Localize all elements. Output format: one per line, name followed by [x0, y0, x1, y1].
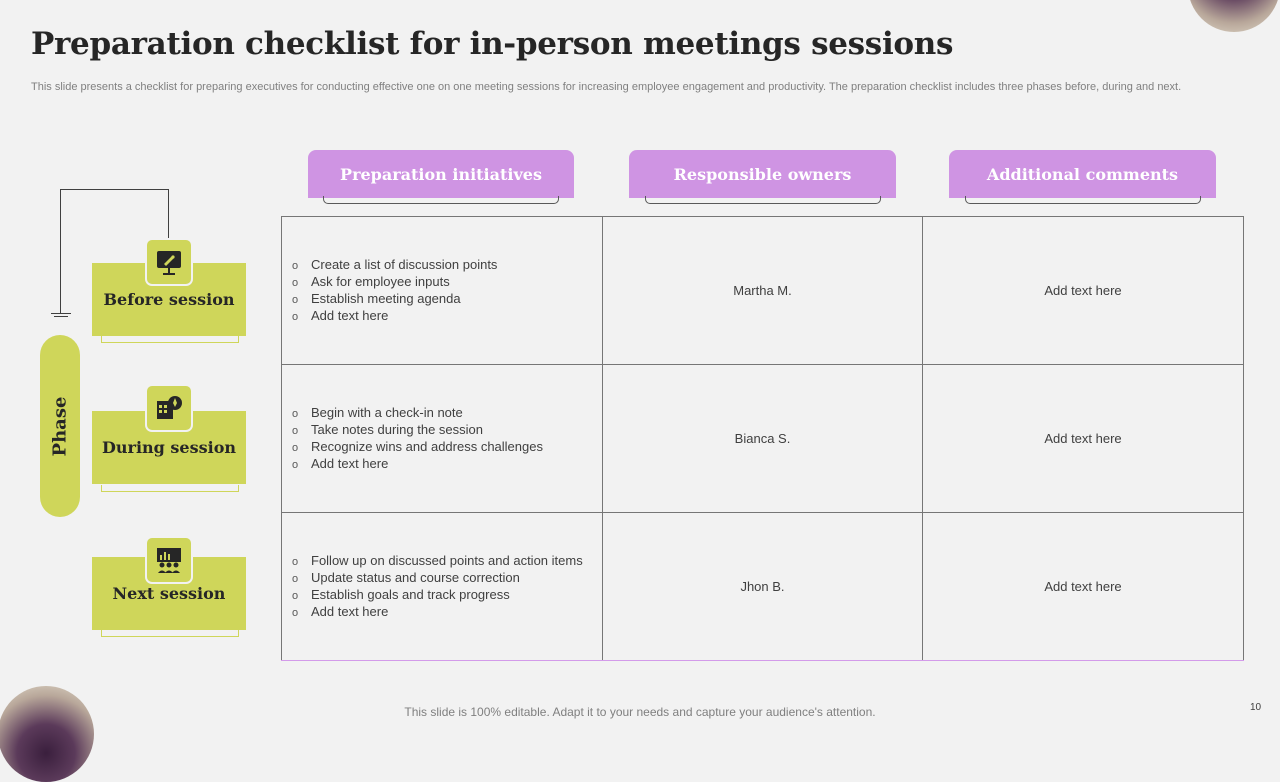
list-item	[292, 439, 601, 456]
bullet-icon: o	[292, 555, 299, 568]
owner-cell: Jhon B.	[603, 513, 923, 661]
bullet-icon: o	[292, 407, 299, 420]
footer-note: This slide is 100% editable. Adapt it to your needs and capture your audience's attention.	[404, 705, 876, 719]
table-row	[282, 217, 1244, 365]
slide-title: Preparation checklist for in-person meetings sessions	[31, 26, 954, 62]
task-list	[292, 553, 601, 621]
slide-subtitle: This slide presents a checklist for preparing executives for conducting effective one on one meeting sessions for increasing employee engagement and productivity. The preparation checklist includes three phases before, during and next.	[31, 81, 1182, 93]
bullet-icon: o	[292, 589, 299, 602]
column-header-initiatives	[308, 150, 574, 198]
column-header-label: Preparation initiatives	[340, 164, 542, 184]
tasks-cell	[282, 513, 603, 661]
task-list	[292, 257, 601, 325]
corner-decoration-top	[1188, 0, 1280, 32]
list-item	[292, 291, 601, 308]
column-header-owners	[629, 150, 896, 198]
connector-foot	[51, 313, 71, 314]
bullet-icon: o	[292, 293, 299, 306]
bullet-icon: o	[292, 259, 299, 272]
session-label: During session	[102, 438, 236, 457]
connector-line-top	[60, 189, 169, 190]
table-row	[282, 365, 1244, 513]
task-text: Add text here	[311, 603, 389, 619]
task-list	[292, 405, 601, 473]
bullet-icon: o	[292, 424, 299, 437]
connector-foot	[54, 316, 68, 317]
list-item	[292, 422, 601, 439]
bullet-icon: o	[292, 572, 299, 585]
connector-line-right	[168, 189, 169, 241]
task-text: Update status and course correction	[311, 569, 520, 585]
list-item	[292, 274, 601, 291]
column-header-base	[645, 196, 881, 204]
list-item	[292, 587, 601, 604]
checklist-table	[281, 216, 1244, 661]
bullet-icon: o	[292, 441, 299, 454]
task-text: Create a list of discussion points	[311, 256, 498, 272]
card-underline	[101, 630, 239, 637]
bullet-icon: o	[292, 606, 299, 619]
comment-cell: Add text here	[923, 513, 1244, 661]
list-item	[292, 604, 601, 621]
list-item	[292, 308, 601, 325]
column-header-label: Responsible owners	[673, 164, 852, 184]
task-text: Follow up on discussed points and action items	[311, 552, 583, 568]
tasks-cell	[282, 217, 603, 365]
owner-cell: Martha M.	[603, 217, 923, 365]
column-header-comments	[949, 150, 1216, 198]
page-number: 10	[1250, 702, 1262, 713]
task-text: Establish meeting agenda	[311, 290, 461, 306]
column-header-label: Additional comments	[986, 164, 1179, 184]
task-text: Establish goals and track progress	[311, 586, 510, 602]
corner-decoration-bottom	[0, 686, 94, 782]
table-row	[282, 513, 1244, 661]
tasks-cell	[282, 365, 603, 513]
list-item	[292, 570, 601, 587]
list-item	[292, 257, 601, 274]
team-meeting-board-icon	[145, 536, 193, 584]
card-underline	[101, 336, 239, 343]
task-text: Add text here	[311, 307, 389, 323]
rocket-presentation-icon	[145, 238, 193, 286]
task-text: Add text here	[311, 455, 389, 471]
bullet-icon: o	[292, 458, 299, 471]
task-text: Recognize wins and address challenges	[311, 438, 543, 454]
column-header-base	[965, 196, 1201, 204]
phase-label-pill	[40, 335, 80, 517]
comment-cell: Add text here	[923, 365, 1244, 513]
bullet-icon: o	[292, 310, 299, 323]
task-text: Begin with a check-in note	[311, 404, 463, 420]
list-item	[292, 456, 601, 473]
session-label: Before session	[103, 290, 235, 309]
connector-line-left	[60, 189, 61, 313]
column-header-base	[323, 196, 559, 204]
calendar-rocket-icon	[145, 384, 193, 432]
task-text: Ask for employee inputs	[311, 273, 450, 289]
bullet-icon: o	[292, 276, 299, 289]
task-text: Take notes during the session	[311, 421, 483, 437]
list-item	[292, 553, 601, 570]
session-label: Next session	[112, 584, 226, 603]
list-item	[292, 405, 601, 422]
owner-cell: Bianca S.	[603, 365, 923, 513]
phase-label: Phase	[49, 396, 71, 456]
card-underline	[101, 485, 239, 492]
comment-cell: Add text here	[923, 217, 1244, 365]
